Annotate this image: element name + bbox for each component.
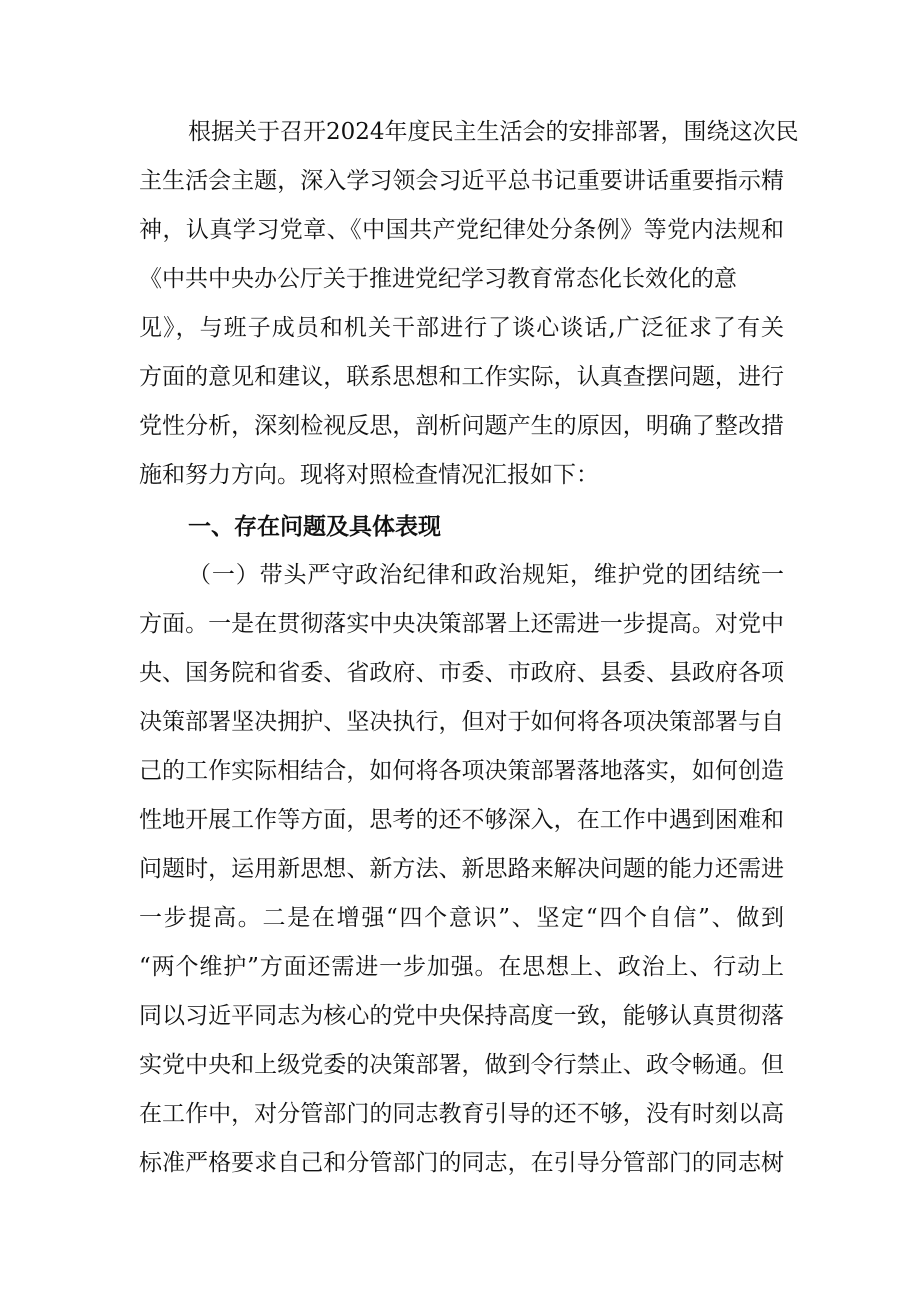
paragraph-line: 根据关于召开2024年度民主生活会的安排部署，围绕这次民 [188,119,799,145]
paragraph-line: 施和努力方向。现将对照检查情况汇报如下： [139,462,599,488]
paragraph-line: 决策部署坚决拥护、坚决执行，但对于如何将各项决策部署与自 [139,709,784,735]
paragraph-line: 问题时，运用新思想、新方法、新思路来解决问题的能力还需进 [139,856,784,882]
paragraph-line: 方面。一是在贯彻落实中央决策部署上还需进一步提高。对党中 [139,611,784,637]
paragraph-line: 同以习近平同志为核心的党中央保持高度一致，能够认真贯彻落 [139,1003,784,1029]
paragraph-line: 见》，与班子成员和机关干部进行了谈心谈话,广泛征求了有关 [139,315,784,341]
paragraph-line: 实党中央和上级党委的决策部署，做到令行禁止、政令畅通。但 [139,1052,784,1078]
paragraph-line: 神，认真学习党章、《中国共产党纪律处分条例》等党内法规和 [139,217,784,243]
paragraph-line: 在工作中，对分管部门的同志教育引导的还不够，没有时刻以高 [139,1101,784,1127]
paragraph-line: “两个维护”方面还需进一步加强。在思想上、政治上、行动上 [139,954,784,980]
paragraph-line: 一步提高。二是在增强“四个意识”、坚定“四个自信”、做到 [139,905,784,931]
paragraph-line: 央、国务院和省委、省政府、市委、市政府、县委、县政府各项 [139,660,784,686]
paragraph-line: 党性分析，深刻检视反思，剖析问题产生的原因，明确了整改措 [139,413,784,439]
paragraph-line: 《中共中央办公厅关于推进党纪学习教育常态化长效化的意 [139,266,737,292]
paragraph-line: 标准严格要求自己和分管部门的同志，在引导分管部门的同志树 [139,1150,784,1176]
paragraph-line: 己的工作实际相结合，如何将各项决策部署落地落实，如何创造 [139,758,784,784]
section-heading: 一、存在问题及具体表现 [188,513,441,540]
paragraph-line: 性地开展工作等方面，思考的还不够深入，在工作中遇到困难和 [139,807,784,833]
document-body [139,108,799,1188]
paragraph-line: （一）带头严守政治纪律和政治规矩，维护党的团结统一 [188,562,784,588]
paragraph-line: 主生活会主题，深入学习领会习近平总书记重要讲话重要指示精 [139,168,784,194]
paragraph-line: 方面的意见和建议，联系思想和工作实际，认真查摆问题，进行 [139,364,784,390]
